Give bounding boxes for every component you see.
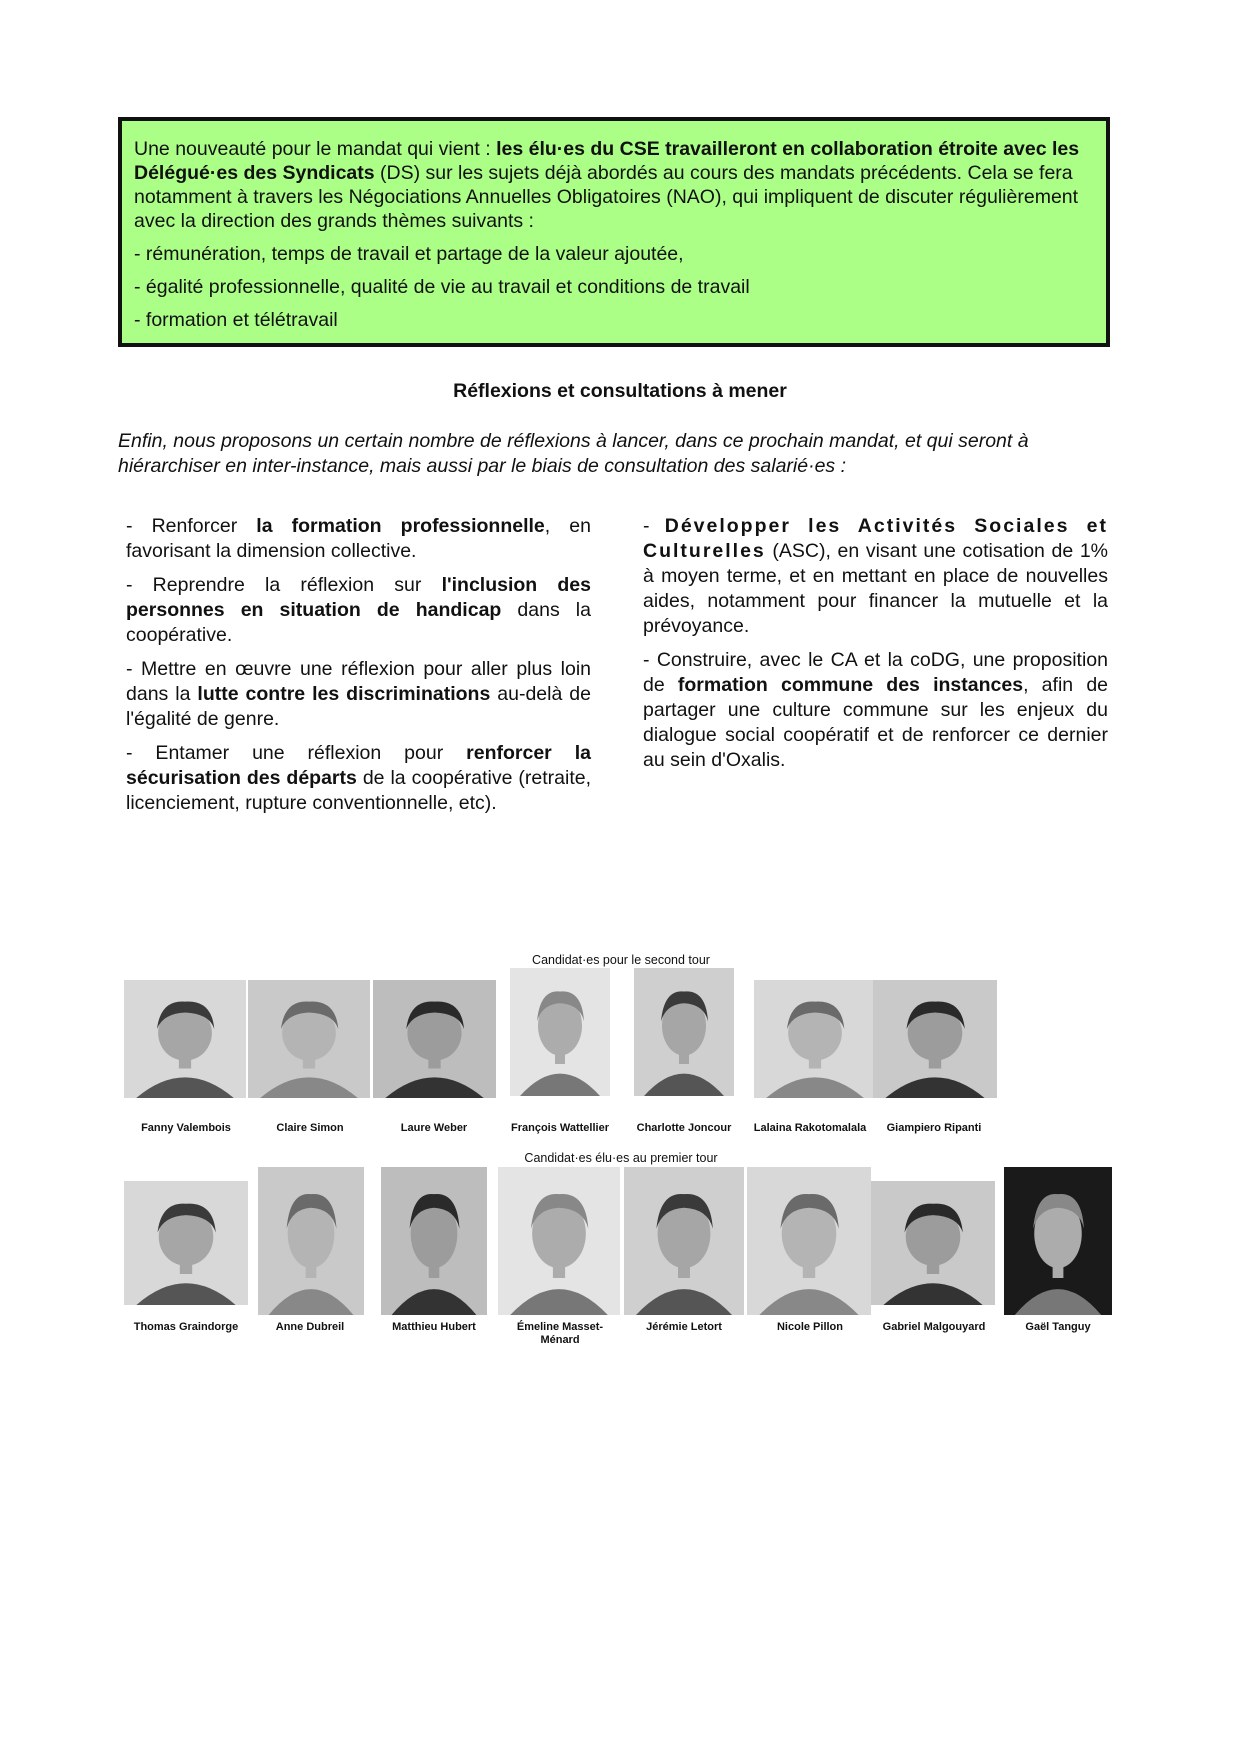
proposal-paragraph: - Développer les Activités Sociales et Culturelles (ASC), en visant une cotisation de 1% à moyen terme, et en mettant en place de nouvelles aides, notamment pour financer la mutuelle et la prévoyance. [643, 515, 1108, 637]
first-round-photo [871, 1181, 995, 1305]
callout-item: - égalité professionnelle, qualité de vie au travail et conditions de travail [134, 276, 750, 298]
callout-item: - formation et télétravail [134, 309, 338, 331]
second-round-candidate-name: François Wattellier [510, 1122, 609, 1134]
first-round-photo [258, 1167, 364, 1315]
second-round-candidate-name: Lalaina Rakotomalala [753, 1122, 867, 1134]
second-round-photo [634, 968, 734, 1096]
right-column [643, 514, 1108, 782]
first-round-photo [624, 1167, 744, 1315]
intro-paragraph: Enfin, nous proposons un certain nombre de réflexions à lancer, dans ce prochain mandat, et qui seront à hiérarchiser en inter-instance, mais aussi par le biais de consultation des salarié·es : [118, 430, 1029, 477]
first-round-candidate-name: Anne Dubreil [275, 1321, 345, 1333]
first-round-candidate-name: Jérémie Letort [646, 1321, 722, 1333]
second-round-candidate-name: Giampiero Ripanti [886, 1122, 982, 1134]
proposal-paragraph: - Renforcer la formation professionnelle, en favorisant la dimension collective. [126, 515, 591, 562]
proposal-paragraph: - Mettre en œuvre une réflexion pour aller plus loin dans la lutte contre les discriminations au-delà de l'égalité de genre. [126, 658, 591, 730]
second-round-candidate-name: Laure Weber [400, 1122, 468, 1134]
section-title: Réflexions et consultations à mener [453, 380, 787, 402]
second-round-photo [873, 980, 997, 1098]
first-round-caption: Candidat·es élu·es au premier tour [524, 1151, 718, 1165]
callout-intro: Une nouveauté pour le mandat qui vient : les élu·es du CSE travailleront en collaboration étroite avec les Délégué·es des Syndicats (DS) sur les sujets déjà abordés au cours des mandats précédents. Cela se fera notamment à travers les Négociations Annuelles Obligatoires (NAO), qui impliquent de discuter régulièrement avec la direction des grands thèmes suivants : [134, 138, 1080, 232]
first-round-photo [381, 1167, 487, 1315]
first-round-candidate-name: Thomas Graindorge [133, 1321, 239, 1333]
second-round-candidate-name: Fanny Valembois [141, 1122, 231, 1134]
second-round-photo [248, 980, 370, 1098]
first-round-candidate-name: Gaël Tanguy [1025, 1321, 1091, 1333]
first-round-photo [1004, 1167, 1112, 1315]
callout-item: - rémunération, temps de travail et partage de la valeur ajoutée, [134, 243, 684, 265]
second-round-caption: Candidat·es pour le second tour [532, 953, 710, 967]
first-round-photo [498, 1167, 620, 1315]
first-round-candidate-name: Gabriel Malgouyard [882, 1321, 986, 1333]
second-round-candidate-name: Charlotte Joncour [636, 1122, 732, 1134]
first-round-candidate-name: Matthieu Hubert [392, 1321, 476, 1333]
first-round-photo [747, 1167, 871, 1315]
second-round-photo [754, 980, 876, 1098]
nao-callout-box [118, 117, 1110, 347]
proposal-paragraph: - Reprendre la réflexion sur l'inclusion des personnes en situation de handicap dans la coopérative. [126, 574, 591, 646]
first-round-candidate-name: Émeline Masset-Ménard [516, 1321, 604, 1346]
proposal-paragraph: - Entamer une réflexion pour renforcer la sécurisation des départs de la coopérative (retraite, licenciement, rupture conventionnelle, etc). [126, 742, 591, 814]
second-round-photo [510, 968, 610, 1096]
second-round-photo [373, 980, 496, 1098]
proposal-paragraph: - Construire, avec le CA et la coDG, une proposition de formation commune des instances, afin de partager une culture commune sur les enjeux du dialogue social coopératif et de renforcer ce dernier au sein d'Oxalis. [643, 649, 1109, 771]
left-column [126, 514, 591, 825]
first-round-photo [124, 1181, 248, 1305]
second-round-photo [124, 980, 246, 1098]
second-round-candidate-name: Claire Simon [276, 1122, 344, 1134]
first-round-candidate-name: Nicole Pillon [776, 1321, 843, 1333]
